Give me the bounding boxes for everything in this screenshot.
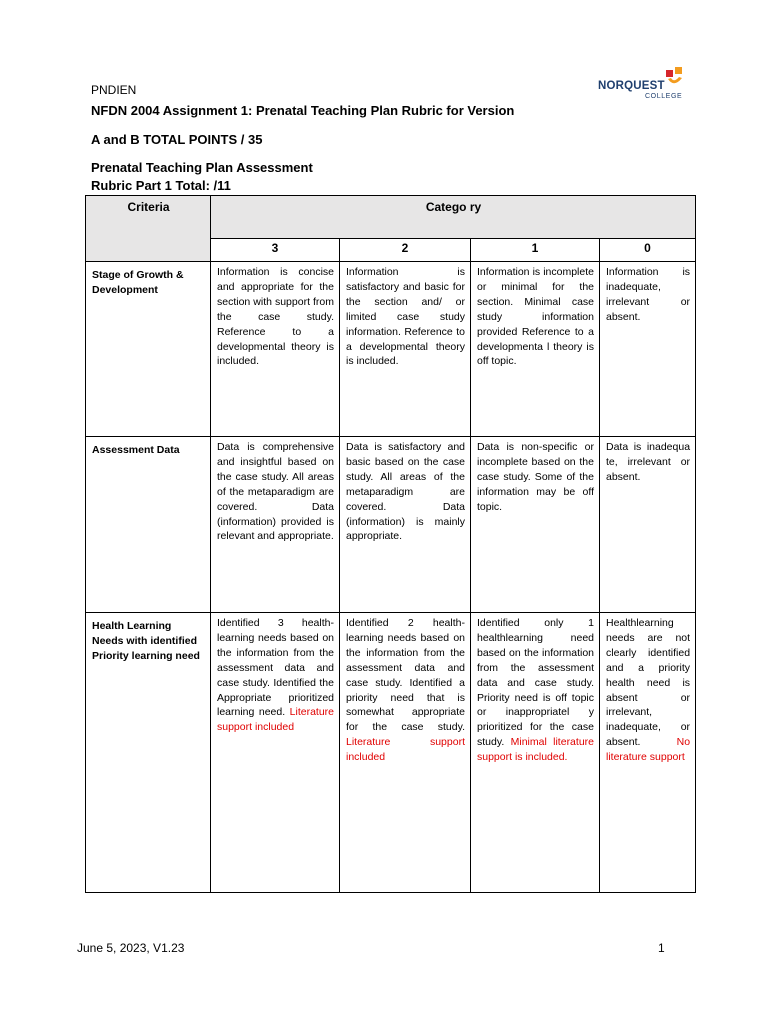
descriptor-cell	[340, 613, 471, 893]
descriptor-text: Information is inadequate, irrelevant or absent.	[606, 266, 691, 323]
logo-word: NORQUEST	[598, 80, 665, 92]
criterion-cell: Stage of Growth & Development	[86, 262, 211, 437]
literature-note: Literature support included	[217, 706, 334, 734]
table-header-row	[86, 196, 696, 239]
footer-date: June 5, 2023, V1.23	[77, 941, 185, 955]
criteria-header: Criteria	[86, 196, 211, 262]
descriptor-cell	[211, 262, 340, 437]
score-header-3: 3	[211, 238, 340, 261]
literature-note: No literature support	[606, 736, 691, 764]
score-header-2: 2	[340, 238, 471, 261]
descriptor-cell	[340, 437, 471, 613]
descriptor-text: Information is incomplete or minimal for the section. Minimal case study information provided Reference to a developmenta l theory is off topic.	[477, 266, 594, 368]
descriptor-cell	[600, 613, 696, 893]
section-total: Rubric Part 1 Total: /11	[91, 178, 231, 193]
logo-subword: COLLEGE	[645, 93, 683, 100]
logo-mark-icon	[664, 66, 686, 88]
descriptor-text: Healthlearning needs are not clearly identified and a priority health need is absent or irrelevant, inadequate, or absent.	[606, 617, 691, 749]
norquest-logo	[598, 66, 690, 106]
literature-note: Literature support included	[346, 736, 465, 764]
score-header-1: 1	[471, 238, 600, 261]
descriptor-cell	[211, 437, 340, 613]
page-number: 1	[658, 941, 665, 955]
descriptor-cell	[600, 262, 696, 437]
descriptor-cell	[471, 262, 600, 437]
descriptor-text: Information is concise and appropriate for the section with support from the case study. Reference to a developmental theory is included.	[217, 266, 334, 368]
literature-note: Minimal literature support is included.	[477, 736, 594, 764]
criterion-cell: Assessment Data	[86, 437, 211, 613]
descriptor-text: Data is non-specific or incomplete based on the case study. Some of the information may be off topic.	[477, 441, 594, 513]
table-row	[86, 613, 696, 893]
descriptor-cell	[600, 437, 696, 613]
descriptor-cell	[471, 613, 600, 893]
table-row	[86, 262, 696, 437]
descriptor-text: Data is comprehensive and insightful based on the case study. All areas of the metaparadigm are covered. Data (information) provided is relevant and appropriate.	[217, 441, 334, 543]
document-title-line1: NFDN 2004 Assignment 1: Prenatal Teaching Plan Rubric for Version	[91, 103, 515, 118]
descriptor-text: Data is inadequa te, irrelevant or absent.	[606, 441, 691, 483]
category-header: Catego ry	[211, 196, 696, 239]
descriptor-text: Data is satisfactory and basic based on the case study. All areas of the metaparadigm are covered. Data (information) is mainly appropriate.	[346, 441, 465, 543]
descriptor-cell	[340, 262, 471, 437]
document-code: PNDIEN	[91, 83, 137, 97]
document-title-line2: A and B TOTAL POINTS / 35	[91, 132, 263, 147]
descriptor-text: Identified only 1 healthlearning need based on the information from the assessment data and case study. Priority need is off topic or inappropriatel y prioritized for the case study.	[477, 617, 594, 749]
rubric-table	[85, 195, 696, 893]
descriptor-cell	[211, 613, 340, 893]
descriptor-text: Information is satisfactory and basic for the section and/ or limited case study information. Reference to a developmental theory is included.	[346, 266, 465, 368]
criterion-cell: Health Learning Needs with identified Priority learning need	[86, 613, 211, 893]
score-header-0: 0	[600, 238, 696, 261]
descriptor-text: Identified 2 health-learning needs based on the information from the assessment data and case study. Identified a priority need that is somewhat appropriate for the case study.	[346, 617, 465, 734]
table-row	[86, 437, 696, 613]
descriptor-cell	[471, 437, 600, 613]
descriptor-text: Identified 3 health-learning needs based on the information from the assessment data and case study. Identified the Appropriate prioritized learning need.	[217, 617, 334, 719]
section-title: Prenatal Teaching Plan Assessment	[91, 160, 313, 175]
